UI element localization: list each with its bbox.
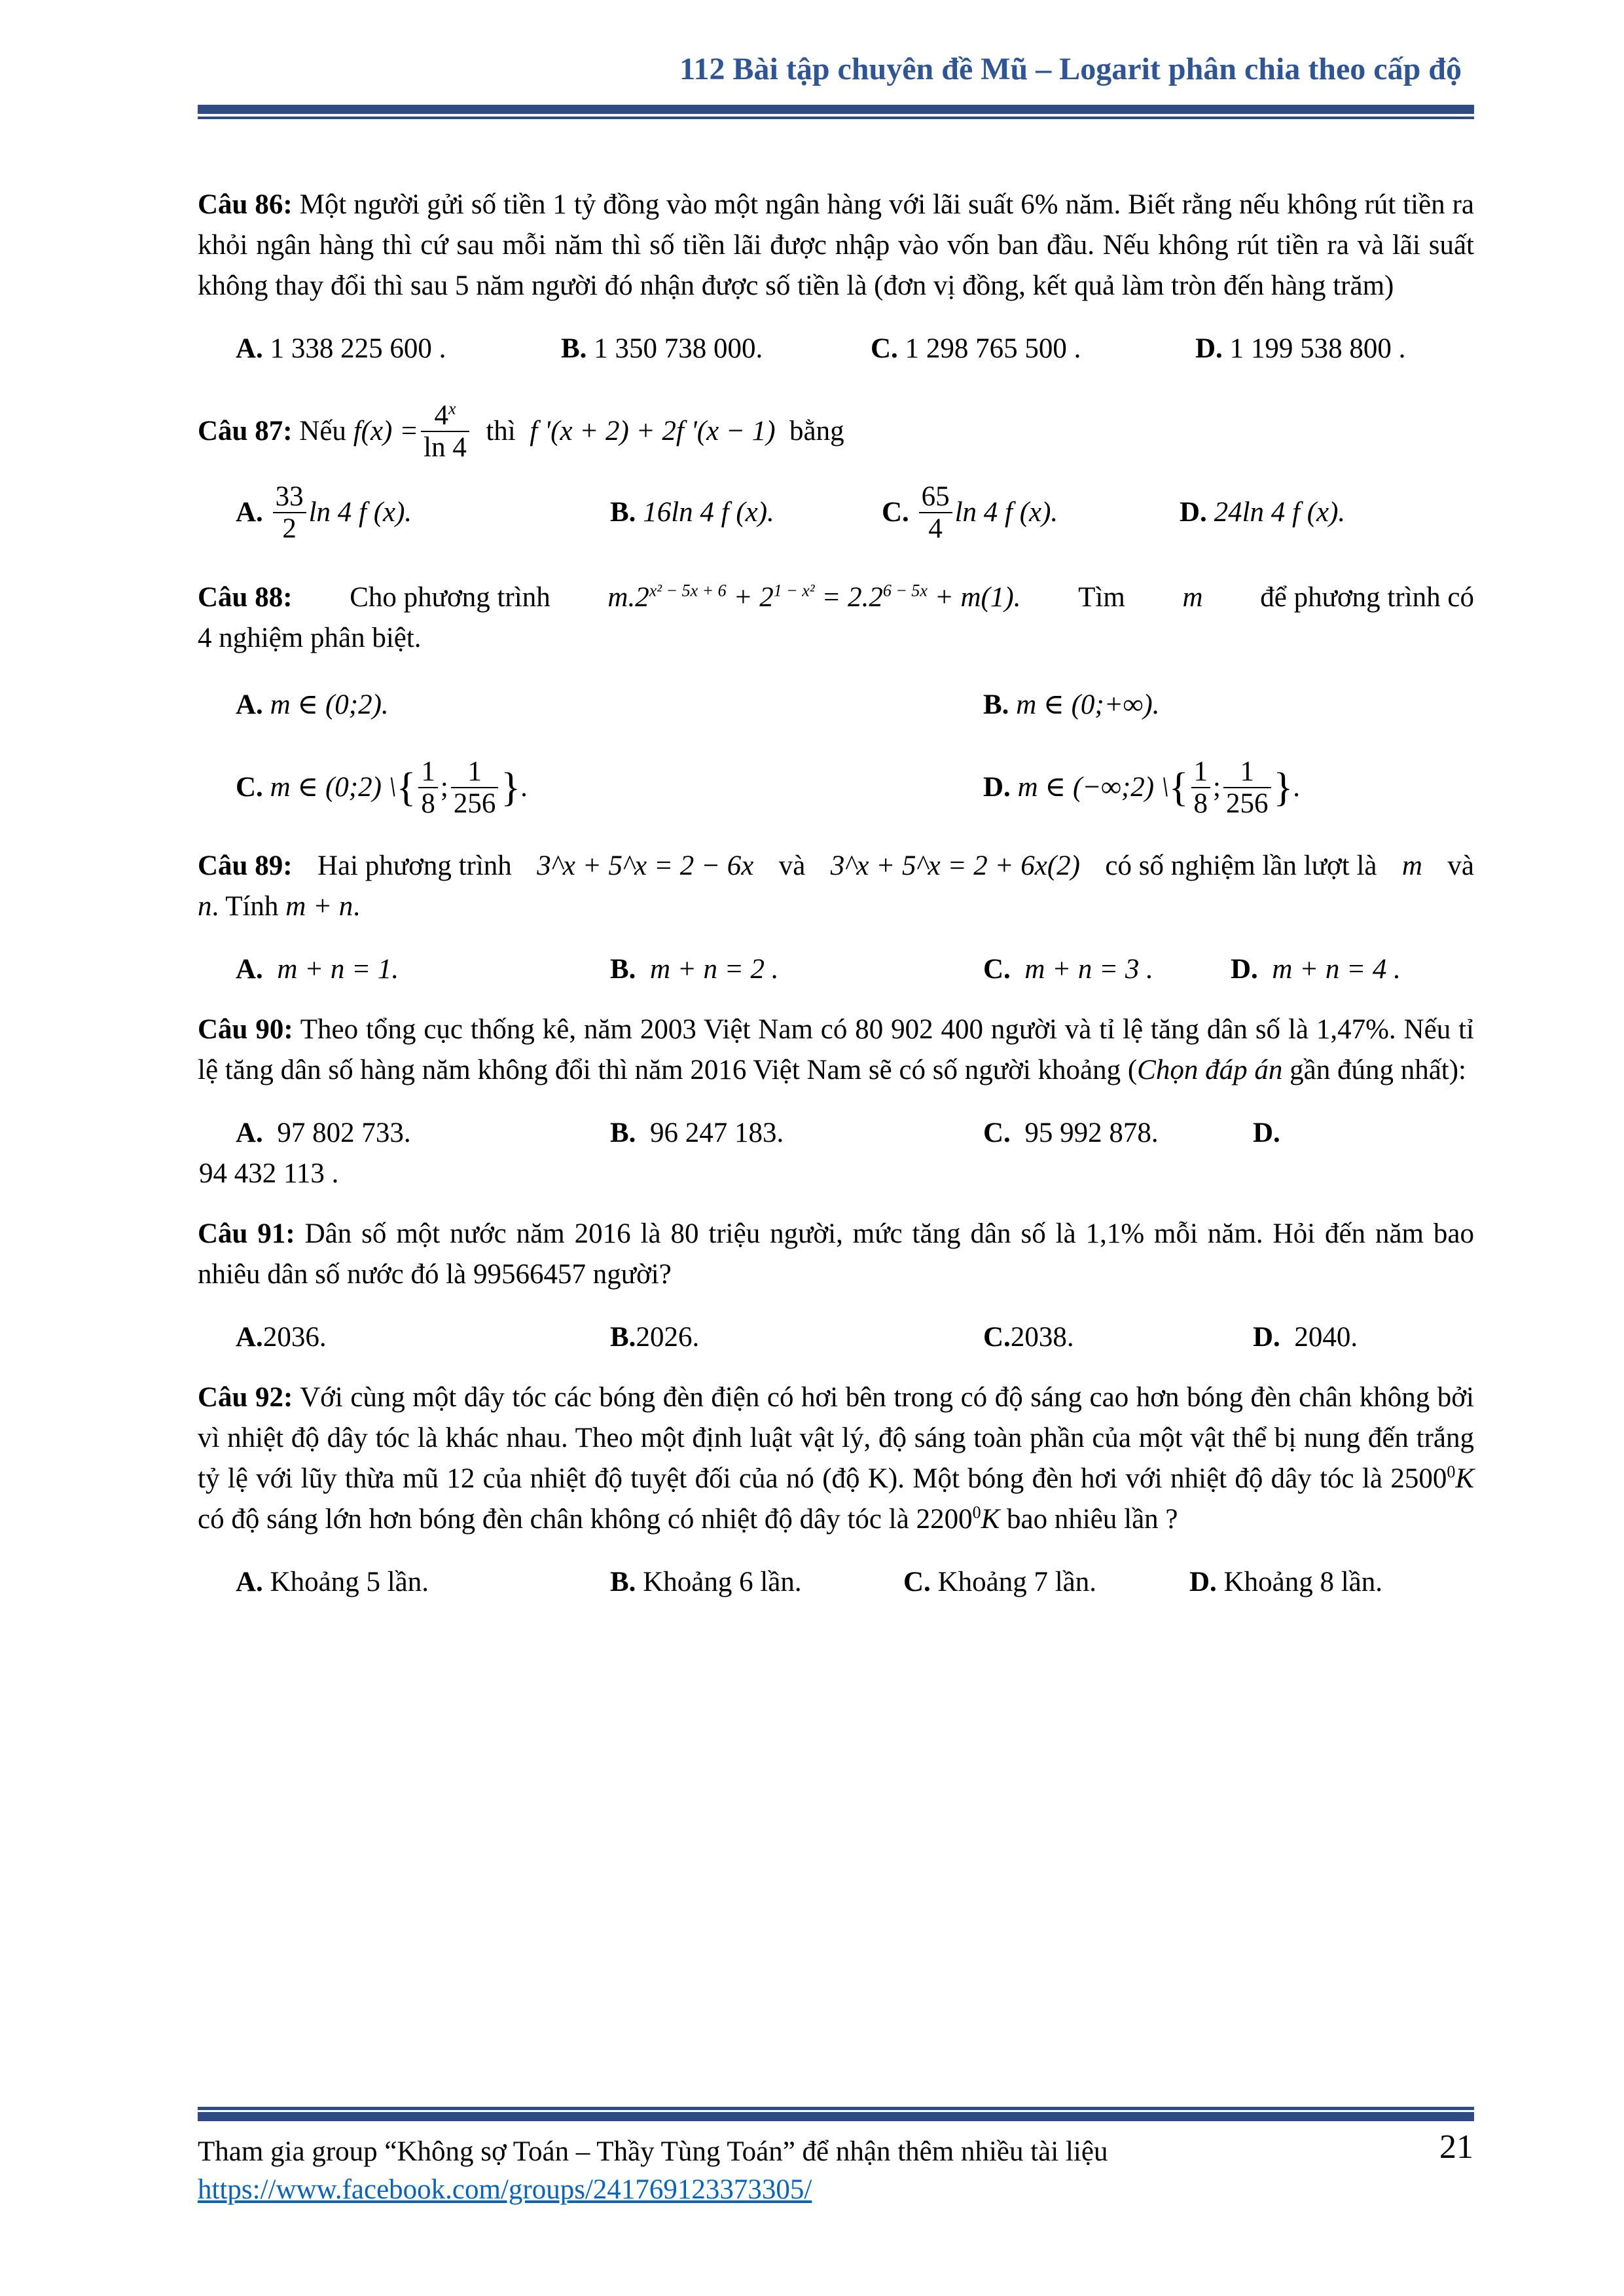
footer-link[interactable]: https://www.facebook.com/groups/241769123373305/ (198, 2174, 812, 2205)
question-92: Câu 92: Với cùng một dây tóc các bóng đèn điện có hơi bên trong có độ sáng cao hơn bóng đèn chân không bởi vì nhiệt độ dây tóc là khác nhau. Theo một định luật vật lý, độ sáng toàn phần của một vật thể bị nung đến trắng tỷ lệ với lũy thừa mũ 12 của nhiệt độ tuyệt đối của nó (độ K). Một bóng đèn hơi với nhiệt độ dây tóc là 2500$^0$K có độ sáng lớn hơn bóng đèn chân không có nhiệt độ dây tóc là 2200$^0$K bao nhiêu lần ? A. Khoảng 5 lần. B. Khoảng 6 lần. C. Khoảng 7 lần. D. Khoảng 8 lần. (198, 1377, 1474, 1603)
footer-rule-thin (198, 2107, 1474, 2110)
question-label: Câu 88: (198, 582, 293, 613)
answer-options-row2 (198, 752, 1474, 824)
footer-text: Tham gia group “Không sợ Toán – Thầy Tùng Toán” để nhận thêm nhiều tài liệu (198, 2136, 1108, 2167)
option-a[interactable]: A.2036. (236, 1322, 327, 1353)
question-label: Câu 91: (198, 1218, 295, 1249)
equation-2: 3^x + 5^x = 2 + 6x(2) (830, 850, 1080, 881)
question-87: Câu 87: Nếu f(x) = $\frac{4^x}{\ln 4}$ thì f '(x + 2) + 2f '(x − 1) bằng A. $\frac{33}{2}$ ln 4 f (x). B. 16ln 4 f (x). C. $\frac{65}{4}$ ln 4 f (x). D. 24ln 4 f (x). (198, 395, 1474, 549)
footer-rule (198, 2112, 1474, 2121)
option-b[interactable]: B. 96 247 183. (610, 1118, 784, 1148)
option-d[interactable]: D. 1 199 538 800 . (1195, 333, 1406, 364)
option-c[interactable]: C. $\frac{65}{4}$ ln 4 f (x). (882, 481, 1058, 544)
question-label: Câu 90: (198, 1014, 293, 1045)
question-text: Một người gửi số tiền 1 tỷ đồng vào một ngân hàng với lãi suất 6% năm. Biết rằng nếu không rút tiền ra khỏi ngân hàng thì cứ sau mỗi năm thì số tiền lãi được nhập vào vốn ban đầu. Nếu không rút tiền ra và lãi suất không thay đổi thì sau 5 năm người đó nhận được số tiền là (đơn vị đồng, kết quả làm tròn đến hàng trăm) (198, 189, 1474, 301)
option-c[interactable]: C. 95 992 878. (983, 1118, 1159, 1148)
option-a[interactable]: A. m + n = 1. (236, 954, 399, 985)
question-text-line: 4 nghiệm phân biệt. (198, 623, 422, 653)
question-label: Câu 86: (198, 189, 293, 220)
option-d[interactable]: D. 2040. (1253, 1322, 1358, 1353)
question-text-line: n. Tính m + n. (198, 891, 361, 922)
option-d[interactable]: D. 24ln 4 f (x). (1180, 497, 1346, 528)
question-label: Câu 87: (198, 416, 293, 446)
question-list (198, 185, 1474, 1603)
answer-options (198, 1113, 1474, 1154)
page-header-title: 112 Bài tập chuyên đề Mũ – Logarit phân chia theo cấp độ (679, 52, 1462, 86)
option-c[interactable]: C. Khoảng 7 lần. (903, 1567, 1096, 1597)
option-c[interactable]: C. 1 298 765 500 . (871, 333, 1081, 364)
option-a[interactable]: A. Khoảng 5 lần. (236, 1567, 429, 1597)
answer-options (198, 949, 1474, 990)
answer-options (198, 685, 1474, 725)
option-d[interactable]: D. m + n = 4 . (1231, 954, 1401, 985)
option-c[interactable]: C. m + n = 3 . (983, 954, 1153, 985)
question-89: Câu 89: Hai phương trình 3^x + 5^x = 2 − 6x và 3^x + 5^x = 2 + 6x(2) có số nghiệm lần lượt là m và n. Tính m + n. A. m + n = 1. B. m + n = 2 . C. m + n = 3 . D. m + n = 4 . (198, 846, 1474, 990)
option-a[interactable]: A. m ∈ (0;2). (236, 689, 389, 720)
question-90: Câu 90: Theo tổng cục thống kê, năm 2003 Việt Nam có 80 902 400 người và tỉ lệ tăng dân số là 1,47%. Nếu tỉ lệ tăng dân số hàng năm không đổi thì năm 2016 Việt Nam sẽ có số người khoảng (Chọn đáp án gần đúng nhất): A. 97 802 733. B. 96 247 183. C. 95 992 878. D. 94 432 113 . (198, 1010, 1474, 1194)
question-label: Câu 92: (198, 1382, 293, 1413)
question-88: Câu 88: Cho phương trình $m.2^{x^2 - 5x + 6} + 2^{1 - x^2} = 2.2^{6 - 5x} + m(1)$. Tìm m để phương trình có 4 nghiệm phân biệt. A. m ∈ (0;2). B. m ∈ (0;+∞). C. m ∈ (0;2) \ { $\frac{1}{8}$ ; $\frac{1}{256}$ } . D. m ∈ (−∞;2) \ { $\frac{1}{8}$ ; $\frac{1}{256}$ } . (198, 577, 1474, 824)
answer-options (198, 329, 1474, 369)
page-number: 21 (1439, 2128, 1473, 2166)
question-86 (198, 185, 1474, 369)
option-d[interactable]: D. m ∈ (−∞;2) \ { $\frac{1}{8}$ ; $\frac{1}{256}$ } . (983, 756, 1301, 819)
option-b[interactable]: B. m ∈ (0;+∞). (983, 689, 1160, 720)
equation-1: 3^x + 5^x = 2 − 6x (537, 850, 754, 881)
answer-options (198, 1562, 1474, 1603)
question-91: Câu 91: Dân số một nước năm 2016 là 80 triệu người, mức tăng dân số là 1,1% mỗi năm. Hỏi đến năm bao nhiêu dân số nước đó là 99566457 người? A.2036. B.2026. C.2038. D. 2040. (198, 1214, 1474, 1358)
option-c[interactable]: C. m ∈ (0;2) \ { $\frac{1}{8}$ ; $\frac{1}{256}$ } . (236, 756, 528, 819)
answer-options (198, 477, 1474, 549)
fraction: $\frac{4^x}{\ln 4}$ (421, 400, 469, 464)
option-b[interactable]: B. 16ln 4 f (x). (610, 497, 774, 528)
option-a[interactable]: A. 97 802 733. (236, 1118, 411, 1148)
option-b[interactable]: B.2026. (610, 1322, 700, 1353)
option-a[interactable]: A. 1 338 225 600 . (236, 333, 446, 364)
header-rule-thin (198, 117, 1474, 119)
option-a[interactable]: A. $\frac{33}{2}$ ln 4 f (x). (236, 481, 412, 544)
option-b[interactable]: B. 1 350 738 000. (561, 333, 763, 364)
equation: $m.2^{x^2 - 5x + 6} + 2^{1 - x^2} = 2.2^{6 - 5x} + m(1)$. (607, 581, 1021, 613)
option-d-value: 94 432 113 . (199, 1158, 339, 1189)
question-label: Câu 89: (198, 850, 293, 881)
option-b[interactable]: B. Khoảng 6 lần. (610, 1567, 802, 1597)
header-rule (198, 105, 1474, 114)
option-d[interactable]: D. (1253, 1118, 1280, 1148)
option-c[interactable]: C.2038. (983, 1322, 1074, 1353)
answer-options (198, 1317, 1474, 1358)
option-b[interactable]: B. m + n = 2 . (610, 954, 779, 985)
option-d[interactable]: D. Khoảng 8 lần. (1189, 1567, 1382, 1597)
footer (198, 2133, 1108, 2209)
